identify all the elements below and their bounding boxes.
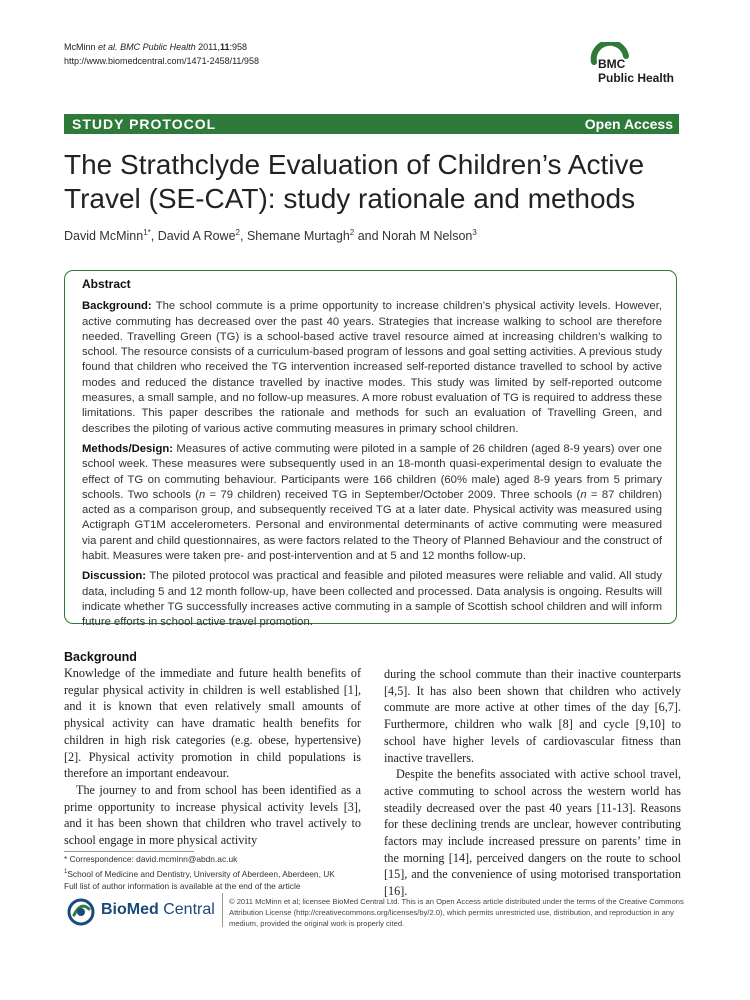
abstract-box [64, 270, 677, 629]
abstract-methods [82, 442, 662, 564]
article-url[interactable]: http://www.biomedcentral.com/1471-2458/11/958 [64, 56, 259, 66]
publisher-logo [66, 897, 216, 927]
copyright-notice: © 2011 McMinn et al; licensee BioMed Central Ltd. This is an Open Access article distributed under the terms of the Creative Commons Attribution License (http://creativecommons.org/licenses/by/2.0), which permits unrestricted use, distribution, and reproduction in any medium, provided the original work is properly cited. [229, 897, 684, 928]
abstract-background-label: Background: [82, 300, 152, 313]
citation-line [64, 40, 259, 54]
body-paragraph: during the school commute than their inactive counterparts [4,5]. It has also been shown that children who actively commute are more active at other times of the day [6,7]. Furthermore, children who walk [8] and cycle [9,10] to school have higher levels of cardiovascular fitness than inactive travellers. [384, 667, 681, 765]
article-type: STUDY PROTOCOL [72, 116, 217, 132]
affiliation-note [64, 866, 335, 880]
author-name: Norah M Nelson [382, 229, 473, 244]
body-paragraph: The journey to and from school has been identified as a prime opportunity to increase physical activity levels [3], and it has been shown that children who travel actively to school engage in more physical activity [64, 782, 361, 848]
footnote-divider [64, 851, 194, 852]
abstract-n-symbol: n [198, 488, 206, 501]
article-title: The Strathclyde Evaluation of Children’s Active Travel (SE-CAT): study rationale and methods [64, 149, 645, 214]
section-heading-background: Background [64, 650, 137, 664]
author-name: David McMinn [64, 229, 144, 244]
abstract-methods-text: = 79 children) received TG in September/October 2009. Three schools ( [205, 488, 581, 501]
abstract-background [82, 299, 662, 437]
author-separator: , [150, 229, 158, 244]
author-list [64, 228, 477, 243]
journal-logo-name: Public Health [598, 71, 675, 85]
author-separator: and [354, 229, 383, 244]
abstract-heading: Abstract [82, 277, 131, 291]
citation-journal: BMC Public Health [120, 42, 196, 52]
article-type-bar [64, 114, 679, 134]
journal-logo [582, 40, 687, 90]
abstract-n-symbol: n [580, 488, 587, 501]
author-affiliation: 1* [143, 228, 151, 237]
author-name: David A Rowe [157, 229, 236, 244]
body-column-right [384, 666, 681, 900]
abstract-discussion-label: Discussion: [82, 570, 147, 583]
abstract-methods-text: Measures of active commuting were piloted in a sample of 26 children (aged 8-9 years) over one school week. These measures were subsequently used in an 18-month quasi-experimental design to evaluate the effect of TG on commuting behaviour. Participants were 166 children (60% male) aged 8-9 years from 5 primary schools. Two schools ( [82, 442, 663, 501]
author-name: Shemane Murtagh [246, 229, 350, 244]
footer-divider [222, 893, 223, 927]
citation-author: McMinn [64, 42, 96, 52]
abstract-methods-text: = 87 children) acted as a comparison group, and subsequently received TG at a later date. Physical activity was measured using Actigraph GT1M accelerometers. Personal and environmental determinants of active commuting were measured via parent and child questionnaires, as were factors related to the Theory of Planned Behaviour and the construct of habit. Measures were taken pre- and post-intervention and at 5 and 12 months follow-up. [82, 488, 663, 563]
citation-article: :958 [229, 42, 248, 52]
citation-block [64, 40, 259, 68]
affiliation-text: School of Medicine and Dentistry, University of Aberdeen, Aberdeen, UK [67, 868, 335, 879]
abstract-discussion-text: The piloted protocol was practical and feasible and piloted measures were reliable and valid. All study data, including 5 and 12 month follow-up, have been collected and processed. Data analysis is ongoing. Results will indicate whether TG successfully increases active commuting in a sample of Scottish school children and will inform future efforts in school active travel promotion. [82, 570, 662, 629]
publisher-name-bio: BioMed [101, 901, 159, 918]
citation-etal: et al. [98, 42, 118, 52]
body-paragraph: Despite the benefits associated with active school travel, active commuting to school across the western world has steadily decreased over the past 40 years [11-13]. Reasons for these declining trends are unclear, however contributing factors may include increased pressure on parents’ time in the morning [14], perceived dangers on the route to school [15], and the convenience of using motorised transportation [16]. [384, 767, 681, 899]
body-paragraph: Knowledge of the immediate and future health benefits of regular physical activity in children is well established [1], and it is known that even relatively small amounts of physical activity can have dramatic health benefits for children in high risk categories (e.g. obese, hypertensive) [2]. Physical activity promotion in child populations is therefore an important endeavour. [64, 666, 361, 781]
body-column-left [64, 649, 361, 849]
correspondence-note: * Correspondence: david.mcminn@abdn.ac.uk [64, 854, 238, 864]
publisher-name [101, 901, 215, 919]
abstract-background-text: The school commute is a prime opportunity to increase children’s physical activity levels. However, active commuting has decreased over the past 40 years. Strategies that increase walking to school are therefore needed. Travelling Green (TG) is a school-based active travel resource aimed at increasing children’s walking to school. The resource consists of a curriculum-based program of lessons and goal setting activities. A previous study found that children who received the TG intervention increased self-reported distance travelled to school by active modes and reduced the distance travelled by inactive modes. This study was limited by self-reported outcome measures, a small sample, and no follow-up measures. A more robust evaluation of TG is required to address these limitations. This paper describes the rationale and methods for such an evaluation of Travelling Green, and describes the piloting of various active commuting measures in primary school children. [82, 300, 662, 435]
abstract-discussion [82, 569, 662, 630]
affiliation-number: 1 [64, 868, 68, 875]
author-separator: , [239, 229, 247, 244]
author-affiliation: 2 [235, 228, 240, 237]
open-access-label: Open Access [584, 116, 673, 132]
citation-year: 2011, [198, 42, 220, 52]
publisher-name-central: Central [158, 901, 215, 918]
author-affiliation: 3 [472, 228, 477, 237]
footnotes [64, 853, 335, 893]
biomed-central-swirl-icon [66, 897, 96, 927]
author-info-note: Full list of author information is available at the end of the article [64, 880, 301, 891]
journal-logo-bmc: BMC [598, 57, 626, 71]
citation-volume: 11 [219, 42, 230, 52]
author-affiliation: 2 [349, 228, 355, 237]
abstract-methods-label: Methods/Design: [82, 442, 174, 455]
